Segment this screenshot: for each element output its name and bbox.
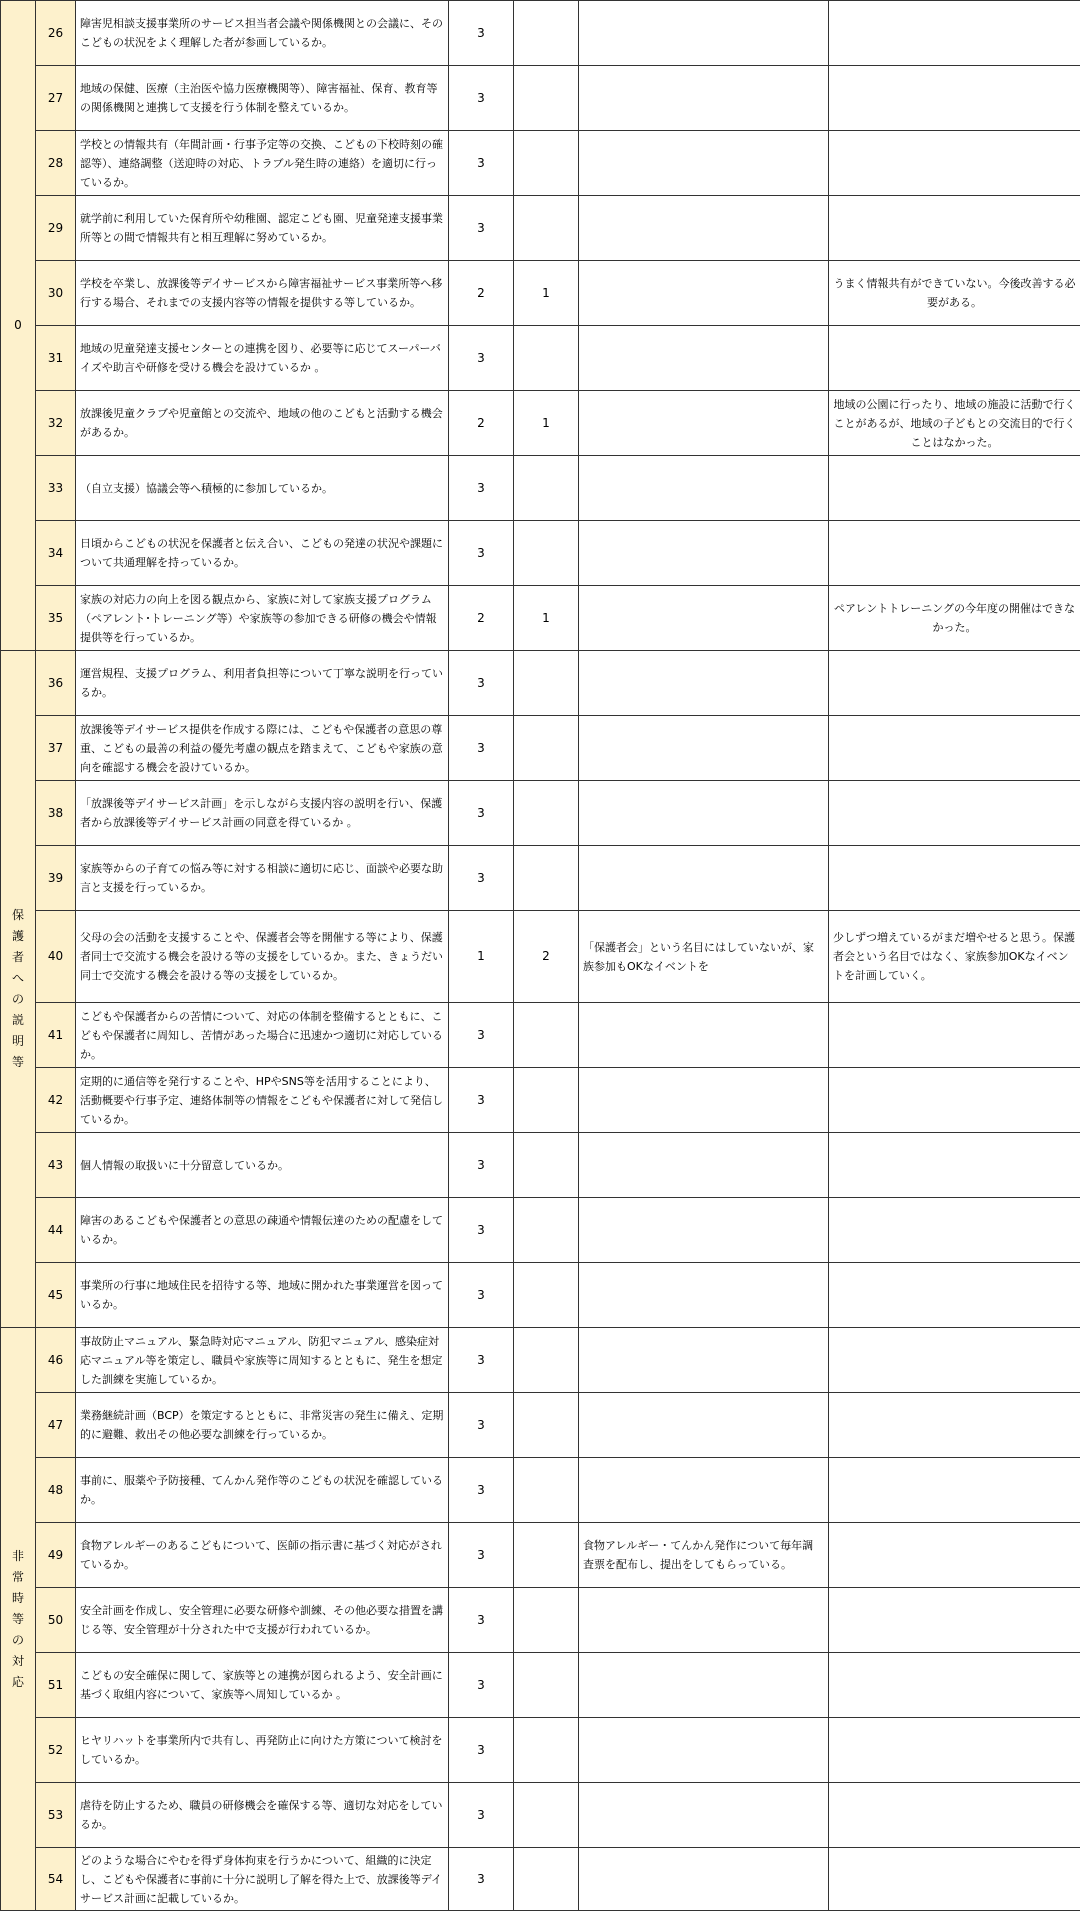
question-text: 父母の会の活動を支援することや、保護者会等を開催する等により、保護者同士で交流する機会を設ける等の支援をしているか。また、きょうだい同士で交流する機会を設ける等の支援をしているか。 — [76, 911, 449, 1003]
question-text: 学校との情報共有（年間計画・行事予定等の交換、こどもの下校時刻の確認等）、連絡調整（送迎時の対応、トラブル発生時の連絡）を適切に行っているか。 — [76, 131, 449, 196]
reflection-note — [829, 1, 1080, 66]
improvement-note — [579, 1458, 829, 1523]
answer-yes-count: 3 — [449, 1393, 514, 1458]
improvement-note — [579, 456, 829, 521]
question-text: こどもや保護者からの苦情について、対応の体制を整備するとともに、こどもや保護者に周知し、苦情があった場合に迅速かつ適切に対応しているか。 — [76, 1003, 449, 1068]
row-number: 39 — [36, 846, 76, 911]
answer-yes-count: 2 — [449, 261, 514, 326]
answer-no-count — [514, 1458, 579, 1523]
answer-yes-count: 3 — [449, 521, 514, 586]
row-number: 49 — [36, 1523, 76, 1588]
reflection-note — [829, 1848, 1080, 1911]
question-text: 家族の対応力の向上を図る観点から、家族に対して家族支援プログラム（ペアレント･トレーニング等）や家族等の参加できる研修の機会や情報提供等を行っているか。 — [76, 586, 449, 651]
table-row — [1, 1393, 1080, 1458]
question-text: 食物アレルギーのあるこどもについて、医師の指示書に基づく対応がされているか。 — [76, 1523, 449, 1588]
question-text: 事故防止マニュアル、緊急時対応マニュアル、防犯マニュアル、感染症対応マニュアル等を策定し、職員や家族等に周知するとともに、発生を想定した訓練を実施しているか。 — [76, 1328, 449, 1393]
answer-yes-count: 2 — [449, 391, 514, 456]
answer-no-count — [514, 1848, 579, 1911]
answer-no-count — [514, 1068, 579, 1133]
improvement-note — [579, 131, 829, 196]
reflection-note — [829, 1718, 1080, 1783]
question-text: 障害児相談支援事業所のサービス担当者会議や関係機関との会議に、そのこどもの状況をよく理解した者が参画しているか。 — [76, 1, 449, 66]
table-row — [1, 1718, 1080, 1783]
answer-yes-count: 3 — [449, 1653, 514, 1718]
answer-yes-count: 3 — [449, 651, 514, 716]
answer-no-count — [514, 1653, 579, 1718]
improvement-note — [579, 1848, 829, 1911]
improvement-note: 食物アレルギー・てんかん発作について毎年調査票を配布し、提出をしてもらっている。 — [579, 1523, 829, 1588]
table-row — [1, 586, 1080, 651]
answer-no-count — [514, 1328, 579, 1393]
improvement-note — [579, 66, 829, 131]
question-text: 放課後児童クラブや児童館との交流や、地域の他のこどもと活動する機会があるか。 — [76, 391, 449, 456]
table-row — [1, 1198, 1080, 1263]
row-number: 52 — [36, 1718, 76, 1783]
answer-no-count — [514, 716, 579, 781]
answer-no-count — [514, 196, 579, 261]
improvement-note — [579, 651, 829, 716]
reflection-note — [829, 1393, 1080, 1458]
table-row — [1, 1133, 1080, 1198]
answer-no-count: 2 — [514, 911, 579, 1003]
question-text: 安全計画を作成し、安全管理に必要な研修や訓練、その他必要な措置を講じる等、安全管理が十分された中で支援が行われているか。 — [76, 1588, 449, 1653]
row-number: 46 — [36, 1328, 76, 1393]
answer-yes-count: 3 — [449, 326, 514, 391]
row-number: 26 — [36, 1, 76, 66]
row-number: 38 — [36, 781, 76, 846]
reflection-note: 少しずつ増えているがまだ増やせると思う。保護者会という名目ではなく、家族参加OKなイベントを計画していく。 — [829, 911, 1080, 1003]
answer-yes-count: 3 — [449, 1133, 514, 1198]
improvement-note — [579, 1068, 829, 1133]
row-number: 35 — [36, 586, 76, 651]
row-number: 36 — [36, 651, 76, 716]
improvement-note — [579, 391, 829, 456]
table-row — [1, 1458, 1080, 1523]
table-row — [1, 716, 1080, 781]
row-number: 51 — [36, 1653, 76, 1718]
reflection-note — [829, 521, 1080, 586]
row-number: 27 — [36, 66, 76, 131]
question-text: 業務継続計画（BCP）を策定するとともに、非常災害の発生に備え、定期的に避難、救出その他必要な訓練を行っているか。 — [76, 1393, 449, 1458]
reflection-note: 地域の公園に行ったり、地域の施設に活動で行くことがあるが、地域の子どもとの交流目的で行くことはなかった。 — [829, 391, 1080, 456]
question-text: 定期的に通信等を発行することや、HPやSNS等を活用することにより、活動概要や行事予定、連絡体制等の情報をこどもや保護者に対して発信しているか。 — [76, 1068, 449, 1133]
answer-no-count — [514, 521, 579, 586]
reflection-note — [829, 651, 1080, 716]
row-number: 42 — [36, 1068, 76, 1133]
reflection-note — [829, 1783, 1080, 1848]
answer-no-count — [514, 1718, 579, 1783]
answer-yes-count: 3 — [449, 1848, 514, 1911]
row-number: 43 — [36, 1133, 76, 1198]
table-row — [1, 521, 1080, 586]
question-text: 学校を卒業し、放課後等デイサービスから障害福祉サービス事業所等へ移行する場合、それまでの支援内容等の情報を提供する等しているか。 — [76, 261, 449, 326]
row-number: 50 — [36, 1588, 76, 1653]
question-text: 地域の児童発達支援センターとの連携を図り、必要等に応じてスーパーバイズや助言や研修を受ける機会を設けているか 。 — [76, 326, 449, 391]
row-number: 34 — [36, 521, 76, 586]
reflection-note — [829, 456, 1080, 521]
answer-no-count — [514, 66, 579, 131]
improvement-note — [579, 1, 829, 66]
improvement-note — [579, 846, 829, 911]
row-number: 33 — [36, 456, 76, 521]
improvement-note — [579, 781, 829, 846]
category-cell-0 — [1, 1, 36, 651]
answer-yes-count: 3 — [449, 716, 514, 781]
answer-yes-count: 3 — [449, 1783, 514, 1848]
row-number: 44 — [36, 1198, 76, 1263]
table-row — [1, 651, 1080, 716]
improvement-note — [579, 1003, 829, 1068]
question-text: 放課後等デイサービス提供を作成する際には、こどもや保護者の意思の尊重、こどもの最善の利益の優先考慮の観点を踏まえて、こどもや家族の意向を確認する機会を設けているか。 — [76, 716, 449, 781]
answer-no-count — [514, 131, 579, 196]
question-text: 運営規程、支援プログラム、利用者負担等について丁寧な説明を行っているか。 — [76, 651, 449, 716]
table-row — [1, 131, 1080, 196]
answer-no-count — [514, 1263, 579, 1328]
answer-no-count — [514, 846, 579, 911]
row-number: 28 — [36, 131, 76, 196]
reflection-note — [829, 1068, 1080, 1133]
category-label: 保護者への説明等 — [11, 908, 24, 1069]
table-row — [1, 261, 1080, 326]
answer-no-count — [514, 1198, 579, 1263]
answer-no-count — [514, 456, 579, 521]
improvement-note — [579, 716, 829, 781]
row-number: 45 — [36, 1263, 76, 1328]
improvement-note — [579, 1653, 829, 1718]
row-number: 32 — [36, 391, 76, 456]
answer-no-count: 1 — [514, 586, 579, 651]
question-text: （自立支援）協議会等へ積極的に参加しているか。 — [76, 456, 449, 521]
row-number: 41 — [36, 1003, 76, 1068]
reflection-note — [829, 716, 1080, 781]
row-number: 53 — [36, 1783, 76, 1848]
answer-yes-count: 3 — [449, 66, 514, 131]
answer-no-count — [514, 651, 579, 716]
answer-no-count — [514, 1133, 579, 1198]
question-text: 「放課後等デイサービス計画」を示しながら支援内容の説明を行い、保護者から放課後等デイサービス計画の同意を得ているか 。 — [76, 781, 449, 846]
improvement-note — [579, 521, 829, 586]
reflection-note — [829, 1653, 1080, 1718]
table-row — [1, 1263, 1080, 1328]
reflection-note — [829, 1458, 1080, 1523]
reflection-note — [829, 326, 1080, 391]
row-number: 47 — [36, 1393, 76, 1458]
row-number: 30 — [36, 261, 76, 326]
answer-no-count — [514, 1393, 579, 1458]
improvement-note: 「保護者会」という名目にはしていないが、家族参加もOKなイベントを — [579, 911, 829, 1003]
table-row — [1, 1588, 1080, 1653]
answer-yes-count: 3 — [449, 1, 514, 66]
question-text: 就学前に利用していた保育所や幼稚園、認定こども園、児童発達支援事業所等との間で情報共有と相互理解に努めているか。 — [76, 196, 449, 261]
answer-yes-count: 3 — [449, 1263, 514, 1328]
answer-yes-count: 3 — [449, 1588, 514, 1653]
question-text: 地域の保健、医療（主治医や協力医療機関等）、障害福祉、保育、教育等の関係機関と連携して支援を行う体制を整えているか。 — [76, 66, 449, 131]
answer-no-count: 1 — [514, 261, 579, 326]
answer-yes-count: 3 — [449, 1328, 514, 1393]
table-row — [1, 196, 1080, 261]
improvement-note — [579, 1133, 829, 1198]
answer-no-count — [514, 1783, 579, 1848]
question-text: 虐待を防止するため、職員の研修機会を確保する等、適切な対応をしているか。 — [76, 1783, 449, 1848]
answer-yes-count: 3 — [449, 131, 514, 196]
reflection-note — [829, 1003, 1080, 1068]
question-text: ヒヤリハットを事業所内で共有し、再発防止に向けた方策について検討をしているか。 — [76, 1718, 449, 1783]
table-row — [1, 1783, 1080, 1848]
improvement-note — [579, 326, 829, 391]
answer-yes-count: 3 — [449, 846, 514, 911]
question-text: 日頃からこどもの状況を保護者と伝え合い、こどもの発達の状況や課題について共通理解を持っているか。 — [76, 521, 449, 586]
reflection-note: うまく情報共有ができていない。今後改善する必要がある。 — [829, 261, 1080, 326]
answer-yes-count: 3 — [449, 1523, 514, 1588]
reflection-note — [829, 66, 1080, 131]
answer-yes-count: 3 — [449, 456, 514, 521]
improvement-note — [579, 1588, 829, 1653]
answer-no-count — [514, 1588, 579, 1653]
improvement-note — [579, 1393, 829, 1458]
answer-yes-count: 3 — [449, 196, 514, 261]
improvement-note — [579, 586, 829, 651]
answer-no-count — [514, 1523, 579, 1588]
answer-yes-count: 2 — [449, 586, 514, 651]
improvement-note — [579, 1328, 829, 1393]
table-row — [1, 391, 1080, 456]
category-label: 非常時等の対応 — [11, 1548, 24, 1689]
table-row — [1, 1, 1080, 66]
answer-yes-count: 3 — [449, 1003, 514, 1068]
reflection-note — [829, 196, 1080, 261]
table-row — [1, 1328, 1080, 1393]
reflection-note — [829, 1263, 1080, 1328]
question-text: 個人情報の取扱いに十分留意しているか。 — [76, 1133, 449, 1198]
row-number: 48 — [36, 1458, 76, 1523]
answer-no-count — [514, 781, 579, 846]
category-cell-guardian-explanation — [1, 651, 36, 1328]
row-number: 29 — [36, 196, 76, 261]
question-text: 障害のあるこどもや保護者との意思の疎通や情報伝達のための配慮をしているか。 — [76, 1198, 449, 1263]
table-row — [1, 1003, 1080, 1068]
reflection-note — [829, 1133, 1080, 1198]
question-text: 家族等からの子育ての悩み等に対する相談に適切に応じ、面談や必要な助言と支援を行っているか。 — [76, 846, 449, 911]
answer-no-count — [514, 1, 579, 66]
improvement-note — [579, 1783, 829, 1848]
reflection-note: ペアレントトレーニングの今年度の開催はできなかった。 — [829, 586, 1080, 651]
answer-no-count — [514, 1003, 579, 1068]
improvement-note — [579, 261, 829, 326]
table-row — [1, 781, 1080, 846]
table-row — [1, 326, 1080, 391]
reflection-note — [829, 1328, 1080, 1393]
answer-yes-count: 3 — [449, 1068, 514, 1133]
table-row — [1, 1848, 1080, 1911]
answer-yes-count: 1 — [449, 911, 514, 1003]
question-text: 事業所の行事に地域住民を招待する等、地域に開かれた事業運営を図っているか。 — [76, 1263, 449, 1328]
table-row — [1, 1068, 1080, 1133]
reflection-note — [829, 1588, 1080, 1653]
question-text: 事前に、服薬や予防接種、てんかん発作等のこどもの状況を確認しているか。 — [76, 1458, 449, 1523]
answer-yes-count: 3 — [449, 1458, 514, 1523]
answer-no-count — [514, 326, 579, 391]
row-number: 40 — [36, 911, 76, 1003]
category-cell-emergency-response — [1, 1328, 36, 1911]
row-number: 54 — [36, 1848, 76, 1911]
improvement-note — [579, 1263, 829, 1328]
table-row — [1, 1523, 1080, 1588]
row-number: 31 — [36, 326, 76, 391]
reflection-note — [829, 131, 1080, 196]
reflection-note — [829, 846, 1080, 911]
answer-yes-count: 3 — [449, 781, 514, 846]
reflection-note — [829, 1198, 1080, 1263]
answer-yes-count: 3 — [449, 1718, 514, 1783]
improvement-note — [579, 1718, 829, 1783]
table-row — [1, 1653, 1080, 1718]
reflection-note — [829, 1523, 1080, 1588]
table-row — [1, 846, 1080, 911]
table-row — [1, 66, 1080, 131]
improvement-note — [579, 196, 829, 261]
table-row — [1, 911, 1080, 1003]
answer-yes-count: 3 — [449, 1198, 514, 1263]
question-text: こどもの安全確保に関して、家族等との連携が図られるよう、安全計画に基づく取組内容について、家族等へ周知しているか 。 — [76, 1653, 449, 1718]
improvement-note — [579, 1198, 829, 1263]
question-text: どのような場合にやむを得ず身体拘束を行うかについて、組織的に決定し、こどもや保護者に事前に十分に説明し了解を得た上で、放課後等デイサービス計画に記載しているか。 — [76, 1848, 449, 1911]
table-row — [1, 456, 1080, 521]
answer-no-count: 1 — [514, 391, 579, 456]
row-number: 37 — [36, 716, 76, 781]
reflection-note — [829, 781, 1080, 846]
category-label: 0 — [14, 318, 22, 332]
